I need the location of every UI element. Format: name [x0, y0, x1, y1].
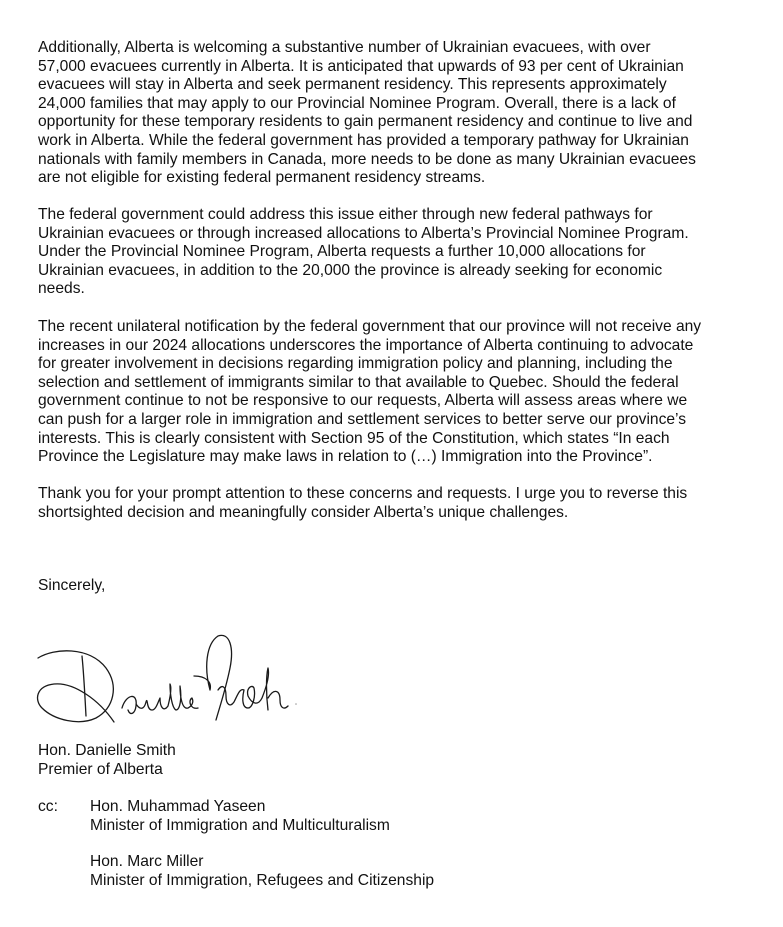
- text-line: Additionally, Alberta is welcoming a substantive number of Ukrainian evacuees, with over: [38, 39, 651, 56]
- signer-block: [38, 742, 758, 779]
- paragraph-unilateral-notification: [38, 318, 758, 467]
- text-line: The federal government could address this issue either through new federal pathways for: [38, 206, 653, 223]
- text-line: work in Alberta. While the federal government has provided a temporary pathway for Ukrainian: [38, 131, 689, 149]
- cc-recipient: [90, 798, 390, 835]
- handwritten-signature-icon: [34, 628, 304, 728]
- closing: Sincerely,: [38, 577, 106, 594]
- paragraph-federal-pathways: [38, 206, 758, 299]
- text-line: increases in our 2024 allocations underscores the importance of Alberta continuing to advocate: [38, 336, 694, 354]
- signer-title: Premier of Alberta: [38, 760, 163, 778]
- text-line: 24,000 families that may apply to our Provincial Nominee Program. Overall, there is a lack of: [38, 94, 676, 112]
- cc-label: cc:: [38, 798, 58, 815]
- signer-name: Hon. Danielle Smith: [38, 742, 176, 759]
- text-line: Ukrainian evacuees or through increased allocations to Alberta’s Provincial Nominee Program.: [38, 224, 689, 242]
- cc-recipient: [90, 853, 434, 890]
- text-line: Thank you for your prompt attention to these concerns and requests. I urge you to reverse this: [38, 485, 688, 502]
- text-line: Province the Legislature may make laws in relation to (…) Immigration into the Province”.: [38, 448, 653, 466]
- text-line: are not eligible for existing federal permanent residency streams.: [38, 169, 486, 187]
- text-line: opportunity for these temporary residents to gain permanent residency and continue to live and: [38, 113, 693, 131]
- cc-recipient-title: Minister of Immigration and Multiculturalism: [90, 816, 390, 834]
- text-line: can push for a larger role in immigration and settlement services to better serve our province’s: [38, 410, 687, 428]
- text-line: Under the Provincial Nominee Program, Alberta requests a further 10,000 allocations for: [38, 243, 646, 261]
- text-line: nationals with family members in Canada, more needs to be done as many Ukrainian evacuees: [38, 150, 696, 168]
- cc-recipient-name: Hon. Marc Miller: [90, 853, 204, 870]
- text-line: The recent unilateral notification by the federal government that our province will not receive any: [38, 318, 702, 335]
- text-line: government continue to not be responsive to our requests, Alberta will assess areas where we: [38, 392, 688, 410]
- text-line: for greater involvement in decisions regarding immigration policy and planning, including the: [38, 355, 673, 373]
- text-line: evacuees will stay in Alberta and seek permanent residency. This represents approximately: [38, 76, 667, 94]
- text-line: 57,000 evacuees currently in Alberta. It is anticipated that upwards of 93 per cent of Ukrainian: [38, 57, 684, 75]
- text-line: needs.: [38, 280, 85, 298]
- paragraph-ukrainian-evacuees: [38, 39, 758, 188]
- text-line: interests. This is clearly consistent with Section 95 of the Constitution, which states “In each: [38, 429, 670, 447]
- text-line: Ukrainian evacuees, in addition to the 20,000 the province is already seeking for economic: [38, 261, 663, 279]
- cc-recipient-name: Hon. Muhammad Yaseen: [90, 798, 266, 815]
- cc-recipient-title: Minister of Immigration, Refugees and Citizenship: [90, 871, 435, 889]
- text-line: selection and settlement of immigrants similar to that available to Quebec. Should the federal: [38, 373, 679, 391]
- paragraph-thank-you: [38, 485, 758, 522]
- text-line: shortsighted decision and meaningfully consider Alberta’s unique challenges.: [38, 503, 569, 521]
